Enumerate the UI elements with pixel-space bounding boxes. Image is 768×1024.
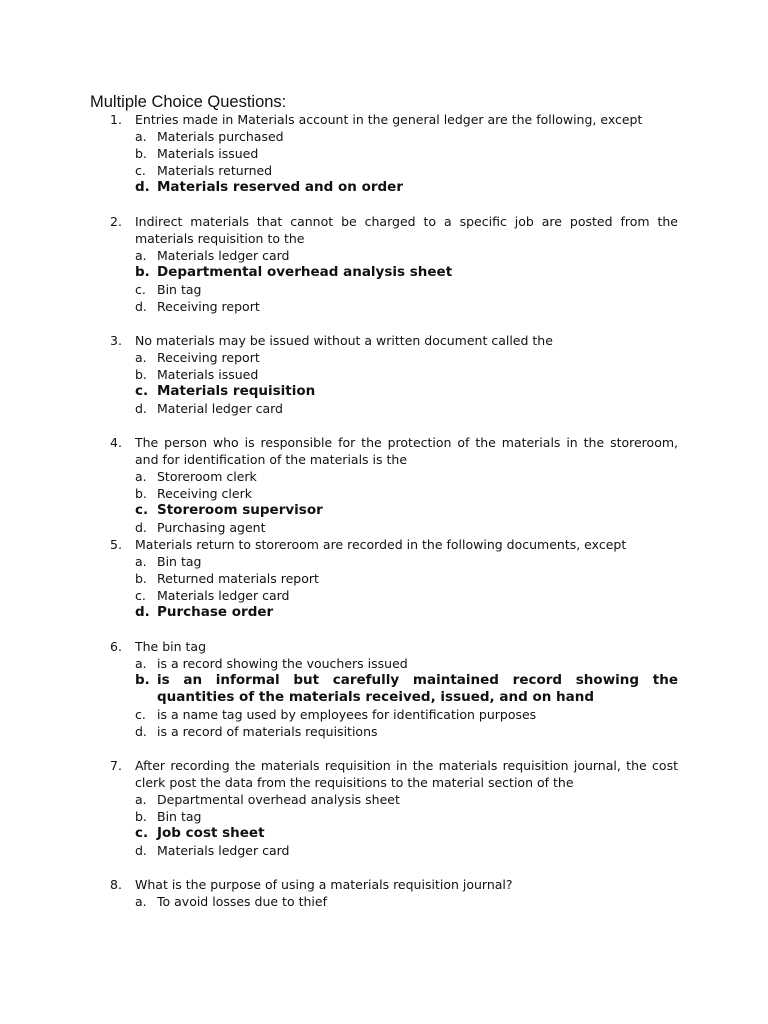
answer-option — [135, 553, 678, 570]
option-letter: c. — [135, 502, 149, 518]
option-text: Materials issued — [157, 367, 259, 382]
answer-option-correct — [135, 264, 678, 281]
option-text: To avoid losses due to thief — [157, 894, 327, 909]
option-text: Receiving report — [157, 350, 260, 365]
option-letter: d. — [135, 520, 147, 535]
question-number: 1. — [110, 112, 122, 127]
option-letter: b. — [135, 367, 147, 382]
question-text: The bin tag — [135, 639, 207, 654]
question-number: 8. — [110, 877, 122, 892]
answer-option — [135, 791, 678, 808]
question-text: Indirect materials that cannot be charged to a specific job are posted from the materials requisition to the — [135, 214, 678, 246]
question-text: Materials return to storeroom are recorded in the following documents, except — [135, 537, 627, 552]
option-letter: c. — [135, 163, 146, 178]
answer-option-correct — [135, 179, 678, 196]
option-text: Materials issued — [157, 146, 259, 161]
question-number: 2. — [110, 214, 122, 229]
option-text: Receiving report — [157, 299, 260, 314]
option-text: Bin tag — [157, 809, 202, 824]
option-text: Materials purchased — [157, 129, 284, 144]
option-text: Job cost sheet — [157, 825, 265, 841]
option-letter: a. — [135, 469, 147, 484]
option-text: is a record showing the vouchers issued — [157, 656, 408, 671]
option-letter: b. — [135, 146, 147, 161]
question-text: After recording the materials requisition in the materials requisition journal, the cost clerk post the data from the requisitions to the material section of the — [135, 758, 678, 790]
option-text: is an informal but carefully maintained record showing the quantities of the materials received, issued, and on hand — [157, 672, 678, 705]
option-text: Departmental overhead analysis sheet — [157, 264, 453, 280]
answer-option-correct — [135, 604, 678, 621]
option-text: Storeroom clerk — [157, 469, 257, 484]
option-letter: c. — [135, 825, 149, 841]
question-4 — [0, 434, 768, 536]
option-text: Bin tag — [157, 282, 202, 297]
answer-option — [135, 570, 678, 587]
answer-option — [135, 349, 678, 366]
option-text: Purchase order — [157, 604, 274, 620]
page-title: Multiple Choice Questions: — [90, 93, 287, 111]
option-letter: a. — [135, 894, 147, 909]
question-number: 7. — [110, 758, 122, 773]
question-text: The person who is responsible for the protection of the materials in the storeroom, and for identification of the materials is the — [135, 435, 678, 467]
answer-option-correct — [135, 825, 678, 842]
question-number: 3. — [110, 333, 122, 348]
option-letter: a. — [135, 792, 147, 807]
option-letter: b. — [135, 571, 147, 586]
option-letter: c. — [135, 383, 149, 399]
question-2 — [0, 213, 768, 315]
option-text: Departmental overhead analysis sheet — [157, 792, 400, 807]
question-3 — [0, 332, 768, 417]
answer-option — [135, 485, 678, 502]
question-6 — [0, 638, 768, 740]
option-text: Materials ledger card — [157, 588, 290, 603]
option-letter: d. — [135, 843, 147, 858]
option-letter: d. — [135, 179, 150, 195]
option-text: Purchasing agent — [157, 520, 266, 535]
option-text: Materials returned — [157, 163, 273, 178]
option-letter: d. — [135, 299, 147, 314]
option-letter: c. — [135, 707, 146, 722]
answer-option — [135, 519, 678, 536]
answer-option — [135, 281, 678, 298]
answer-option — [135, 808, 678, 825]
question-1 — [0, 111, 768, 196]
answer-option — [135, 128, 678, 145]
option-letter: a. — [135, 350, 147, 365]
option-letter: b. — [135, 264, 150, 280]
option-letter: b. — [135, 672, 150, 688]
option-text: Material ledger card — [157, 401, 283, 416]
answer-option — [135, 706, 678, 723]
option-letter: a. — [135, 248, 147, 263]
option-text: Materials reserved and on order — [157, 179, 403, 195]
question-5 — [0, 536, 768, 621]
option-letter: a. — [135, 554, 147, 569]
question-number: 4. — [110, 435, 122, 450]
answer-option-correct — [135, 502, 678, 519]
question-text: What is the purpose of using a materials requisition journal? — [135, 877, 513, 892]
option-text: Storeroom supervisor — [157, 502, 323, 518]
answer-option — [135, 655, 678, 672]
option-letter: c. — [135, 282, 146, 297]
answer-option — [135, 893, 678, 910]
answer-option-correct — [135, 383, 678, 400]
answer-option — [135, 145, 678, 162]
question-text: No materials may be issued without a written document called the — [135, 333, 553, 348]
option-letter: d. — [135, 724, 147, 739]
option-text: Materials ledger card — [157, 248, 290, 263]
option-letter: d. — [135, 604, 150, 620]
answer-option — [135, 366, 678, 383]
question-7 — [0, 757, 768, 859]
option-letter: c. — [135, 588, 146, 603]
option-text: is a record of materials requisitions — [157, 724, 378, 739]
option-text: Bin tag — [157, 554, 202, 569]
question-8 — [0, 876, 768, 910]
option-text: Returned materials report — [157, 571, 319, 586]
option-letter: b. — [135, 486, 147, 501]
option-letter: a. — [135, 656, 147, 671]
answer-option — [135, 298, 678, 315]
answer-option — [135, 162, 678, 179]
option-letter: d. — [135, 401, 147, 416]
option-text: Receiving clerk — [157, 486, 252, 501]
answer-option — [135, 468, 678, 485]
option-text: Materials requisition — [157, 383, 316, 399]
answer-option — [135, 723, 678, 740]
question-text: Entries made in Materials account in the general ledger are the following, except — [135, 112, 643, 127]
answer-option — [135, 400, 678, 417]
option-letter: a. — [135, 129, 147, 144]
answer-option — [135, 587, 678, 604]
question-number: 5. — [110, 537, 122, 552]
option-text: Materials ledger card — [157, 843, 290, 858]
option-letter: b. — [135, 809, 147, 824]
question-number: 6. — [110, 639, 122, 654]
question-list — [0, 111, 768, 910]
option-text: is a name tag used by employees for identification purposes — [157, 707, 537, 722]
answer-option — [135, 247, 678, 264]
answer-option — [135, 842, 678, 859]
answer-option-correct — [135, 672, 678, 706]
